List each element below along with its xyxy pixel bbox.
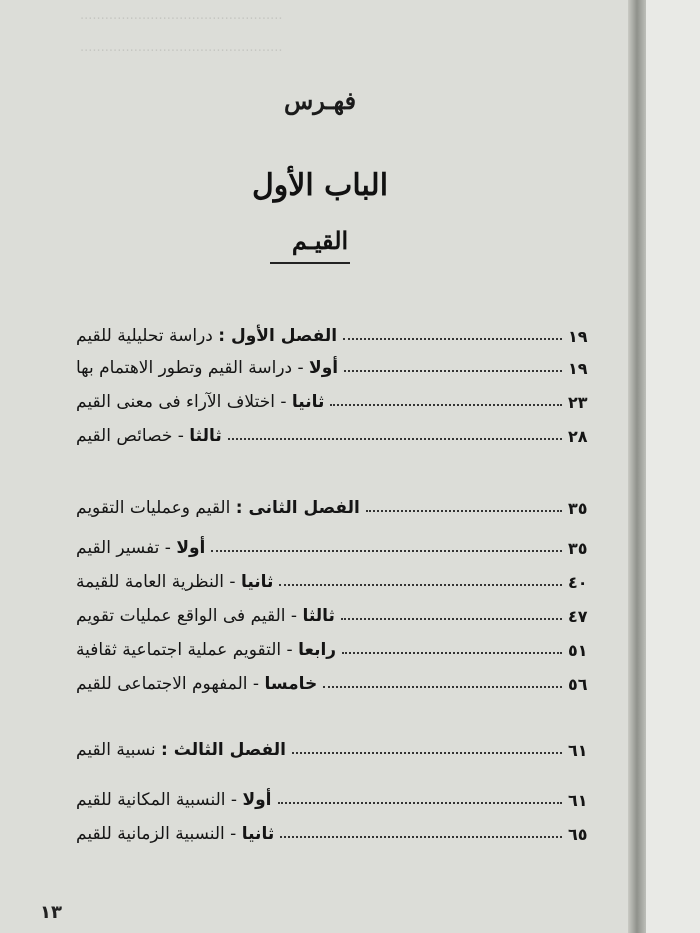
entry-ordinal: ثالثا [189,426,222,446]
toc-chapter-row [72,318,602,346]
heading-underline [270,262,350,264]
entry-ordinal: ثانيا [291,392,325,412]
dot-leader [343,337,562,340]
entry-ordinal: أولا [242,790,272,810]
dot-leader [279,583,562,586]
dot-leader [211,549,562,552]
toc-chapter-row [72,732,602,760]
entry-ordinal: خامسا [264,674,318,694]
entry-title: - النسبية الزمانية للقيم [76,824,237,844]
subject-heading: القيـم [291,226,349,255]
entry-ordinal: ثانيا [240,572,274,592]
toc-entry-row [72,530,602,558]
page-number: ٢٨ [568,427,588,446]
page-number: ١٩ [568,359,588,378]
entry-ordinal: أولا [309,358,339,378]
dot-leader [344,369,562,372]
entry-ordinal: ثالثا [302,606,335,626]
toc-entry-row [72,666,602,694]
chapter-label: الفصل الثالث : [161,740,286,760]
entry-ordinal: أولا [176,538,206,558]
dot-leader [341,617,562,620]
entry-ordinal: ثانيا [241,824,275,844]
chapter-label: الفصل الثانى : [235,498,360,518]
dot-leader [228,437,562,440]
entry-title: - النظرية العامة للقيمة [76,572,236,592]
entry-ordinal: رابعا [298,640,337,660]
toc-entry-row [72,350,602,378]
toc-entry-row [72,632,602,660]
toc-entry-row [72,782,602,810]
toc-entry-row [72,384,602,412]
dot-leader [278,801,562,804]
page-number: ٦٥ [568,825,588,844]
chapter-title: نسبية القيم [76,740,156,760]
entry-title: - خصائص القيم [76,426,184,446]
toc-entry-row [72,564,602,592]
page-number: ٥١ [568,641,588,660]
entry-title: - التقويم عملية اجتماعية ثقافية [76,640,293,660]
dot-leader [323,685,562,688]
page-number: ٣٥ [568,499,588,518]
adjacent-page-edge [646,0,700,933]
toc-entry-row [72,598,602,626]
chapter-label: الفصل الأول : [218,326,338,346]
bleed-through-text: ................................................. [80,8,283,23]
page-number: ٤٠ [568,573,588,592]
toc-entry-row [72,816,602,844]
page-number: ٣٥ [568,539,588,558]
dot-leader [342,651,562,654]
part-heading: الباب الأول [251,168,389,203]
entry-title: - دراسة القيم وتطور الاهتمام بها [76,358,304,378]
folio-page-number: ١٣ [40,902,62,923]
chapter-title: القيم وعمليات التقويم [76,498,231,518]
chapter-title: دراسة تحليلية للقيم [76,326,213,346]
entry-title: - اختلاف الآراء فى معنى القيم [76,392,287,412]
entry-title: - المفهوم الاجتماعى للقيم [76,674,260,694]
dot-leader [330,403,562,406]
page-number: ٥٦ [568,675,588,694]
dot-leader [280,835,562,838]
page-number: ١٩ [568,327,588,346]
dot-leader [292,751,562,754]
entry-title: - النسبية المكانية للقيم [76,790,238,810]
dot-leader [366,509,562,512]
page-title: فهـرس [283,86,357,115]
page-number: ٦١ [568,741,588,760]
entry-title: - القيم فى الواقع عمليات تقويم [76,606,298,626]
bleed-through-text: ................................................. [80,40,283,55]
book-gutter [628,0,646,933]
page-number: ٤٧ [568,607,588,626]
entry-title: - تفسير القيم [76,538,171,558]
page-number: ٢٣ [568,393,588,412]
toc-entry-row [72,418,602,446]
page-number: ٦١ [568,791,588,810]
toc-chapter-row [72,490,602,518]
